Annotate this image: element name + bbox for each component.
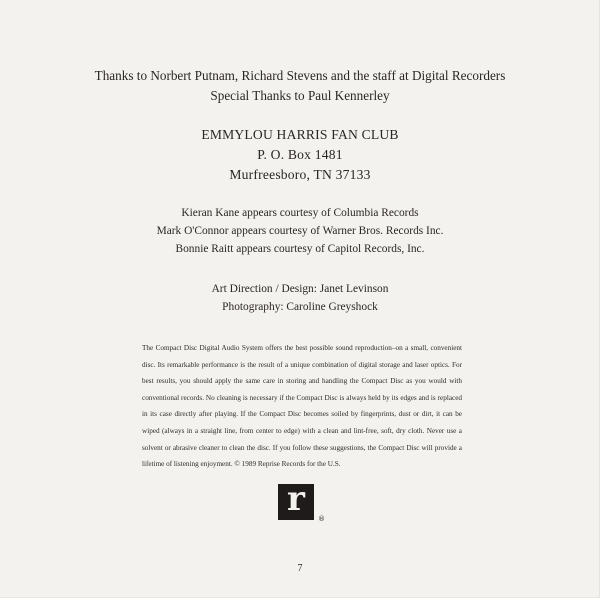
special-thanks-line: Special Thanks to Paul Kennerley xyxy=(210,88,390,103)
compact-disc-notice xyxy=(142,340,462,473)
courtesy-line: Kieran Kane appears courtesy of Columbia Records xyxy=(181,207,419,219)
thanks-line: Thanks to Norbert Putnam, Richard Stevens and the staff at Digital Recorders xyxy=(94,68,506,83)
photography-credit: Photography: Caroline Greyshock xyxy=(222,301,378,313)
courtesy-line: Mark O'Connor appears courtesy of Warner Bros. Records Inc. xyxy=(156,225,444,237)
courtesy-line: Bonnie Raitt appears courtesy of Capitol Records, Inc. xyxy=(175,243,425,255)
fan-club-city: Murfreesboro, TN 37133 xyxy=(229,167,371,182)
art-direction-credit: Art Direction / Design: Janet Levinson xyxy=(211,283,389,295)
compact-disc-notice-text: The Compact Disc Digital Audio System offers the best possible sound reproduction–on a small, convenient disc. Its remarkable performance is the result of a unique combination of digital storage and laser optics. For best results, you should apply the same care in storing and handling the Compact Disc as you would with conventional records. No cleaning is necessary if the Compact Disc is always held by its edges and is replaced in its case directly after playing. If the Compact Disc becomes soiled by fingerprints, dust or dirt, it can be wiped (always in a straight line, from center to edge) with a clean and lint-free, soft, dry cloth. Never use a solvent or abrasive cleaner to clean the disc. If you follow these suggestions, the Compact Disc will provide a lifetime of listening enjoyment. © 1989 Reprise Records for the U.S. xyxy=(142,344,462,469)
fan-club-po-box: P. O. Box 1481 xyxy=(257,147,343,162)
logo-letter: r xyxy=(287,479,305,519)
fan-club-name: EMMYLOU HARRIS FAN CLUB xyxy=(201,127,399,142)
registered-mark: ® xyxy=(318,515,325,523)
page-number: 7 xyxy=(297,563,303,574)
reprise-records-logo-icon xyxy=(278,479,314,520)
